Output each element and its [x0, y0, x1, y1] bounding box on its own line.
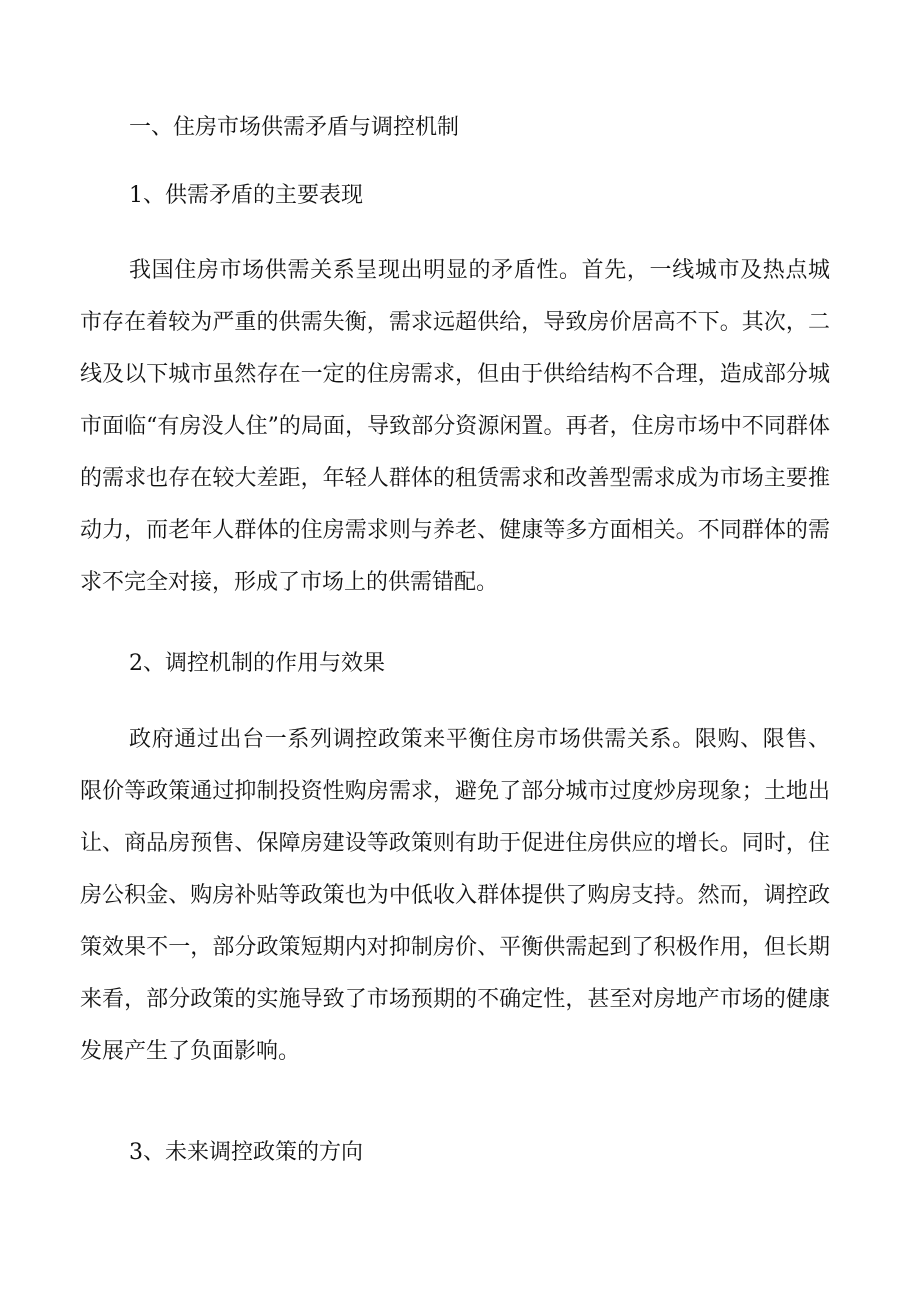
subsection-body-1: 我国住房市场供需关系呈现出明显的矛盾性。首先，一线城市及热点城市存在着较为严重的供需失衡，需求远超供给，导致房价居高不下。其次，二线及以下城市虽然存在一定的住房需求，但由于供给结构不合理，造成部分城市面临“有房没人住”的局面，导致部分资源闲置。再者，住房市场中不同群体的需求也存在较大差距，年轻人群体的租赁需求和改善型需求成为市场主要推动力，而老年人群体的住房需求则与养老、健康等多方面相关。不同群体的需求不完全对接，形成了市场上的供需错配。	[80, 258, 830, 595]
section-title: 一、住房市场供需矛盾与调控机制	[129, 115, 460, 140]
subsection-heading-1: 1、供需矛盾的主要表现	[129, 183, 363, 208]
subsection-body-2: 政府通过出台一系列调控政策来平衡住房市场供需关系。限购、限售、限价等政策通过抑制投资性购房需求，避免了部分城市过度炒房现象；土地出让、商品房预售、保障房建设等政策则有助于促进住房供应的增长。同时，住房公积金、购房补贴等政策也为中低收入群体提供了购房支持。然而，调控政策效果不一，部分政策短期内对抑制房价、平衡供需起到了积极作用，但长期来看，部分政策的实施导致了市场预期的不确定性，甚至对房地产市场的健康发展产生了负面影响。	[80, 727, 830, 1064]
subsection-heading-3: 3、未来调控政策的方向	[129, 1140, 363, 1165]
subsection-heading-2: 2、调控机制的作用与效果	[129, 651, 385, 676]
